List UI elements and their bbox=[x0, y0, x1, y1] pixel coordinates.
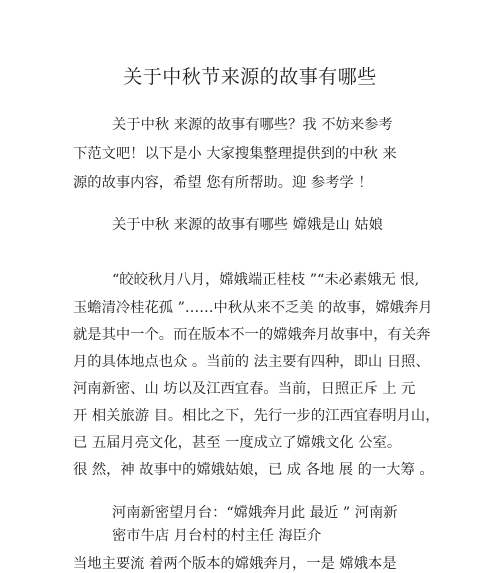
body-line: 玉蟾清冷桂花孤 ”……中秋从来不乏美 的故事，嫦娥奔月 bbox=[73, 300, 433, 316]
body-line: 就是其中一个。而在版本不一的嫦娥奔月故事中，有关奔 bbox=[73, 327, 431, 343]
section2-line: 河南新密望月台：“嫦娥奔月此 最近 ” 河南新 bbox=[112, 505, 398, 521]
intro-line: 下范文吧！以下是小 大家搜集整理提供到的中秋 来 bbox=[73, 146, 397, 162]
body-line: 河南新密、山 坊以及江西宜春。当前，日照正斥 上 元 bbox=[73, 381, 416, 397]
page-title: 关于中秋节来源的故事有哪些 bbox=[123, 66, 377, 88]
body-line: “皎皎秋月八月，嫦娥端正桂枝 ”“未必素娥无 恨, bbox=[112, 272, 420, 288]
body-line: 很 然，神 故事中的嫦娥姑娘，已 成 各地 展 的一大筹 。 bbox=[73, 462, 434, 478]
body-line: 月的具体地点也众 。当前的 法主要有四种，即山 日照、 bbox=[73, 354, 430, 370]
section2-line: 密市牛店 月台村的村主任 海臣介 bbox=[112, 528, 322, 544]
subheading: 关于中秋 来源的故事有哪些 嫦娥是山 姑娘 bbox=[112, 217, 383, 233]
intro-line: 关于中秋 来源的故事有哪些？我 不妨来参考 bbox=[112, 117, 393, 133]
intro-line: 源的故事内容，希望 您有所帮助。迎 参考学 ！ bbox=[73, 175, 373, 191]
body-line: 开 相关旅游 目。相比之下，先行一步的江西宜春明月山， bbox=[73, 408, 440, 424]
body-line: 已 五届月亮文化，甚至 一度成立了嫦娥文化 公室。 bbox=[73, 435, 402, 451]
footer-partial-line: 当地主要流 着两个版本的嫦娥奔月，一是 嫦娥本是 bbox=[73, 556, 397, 572]
